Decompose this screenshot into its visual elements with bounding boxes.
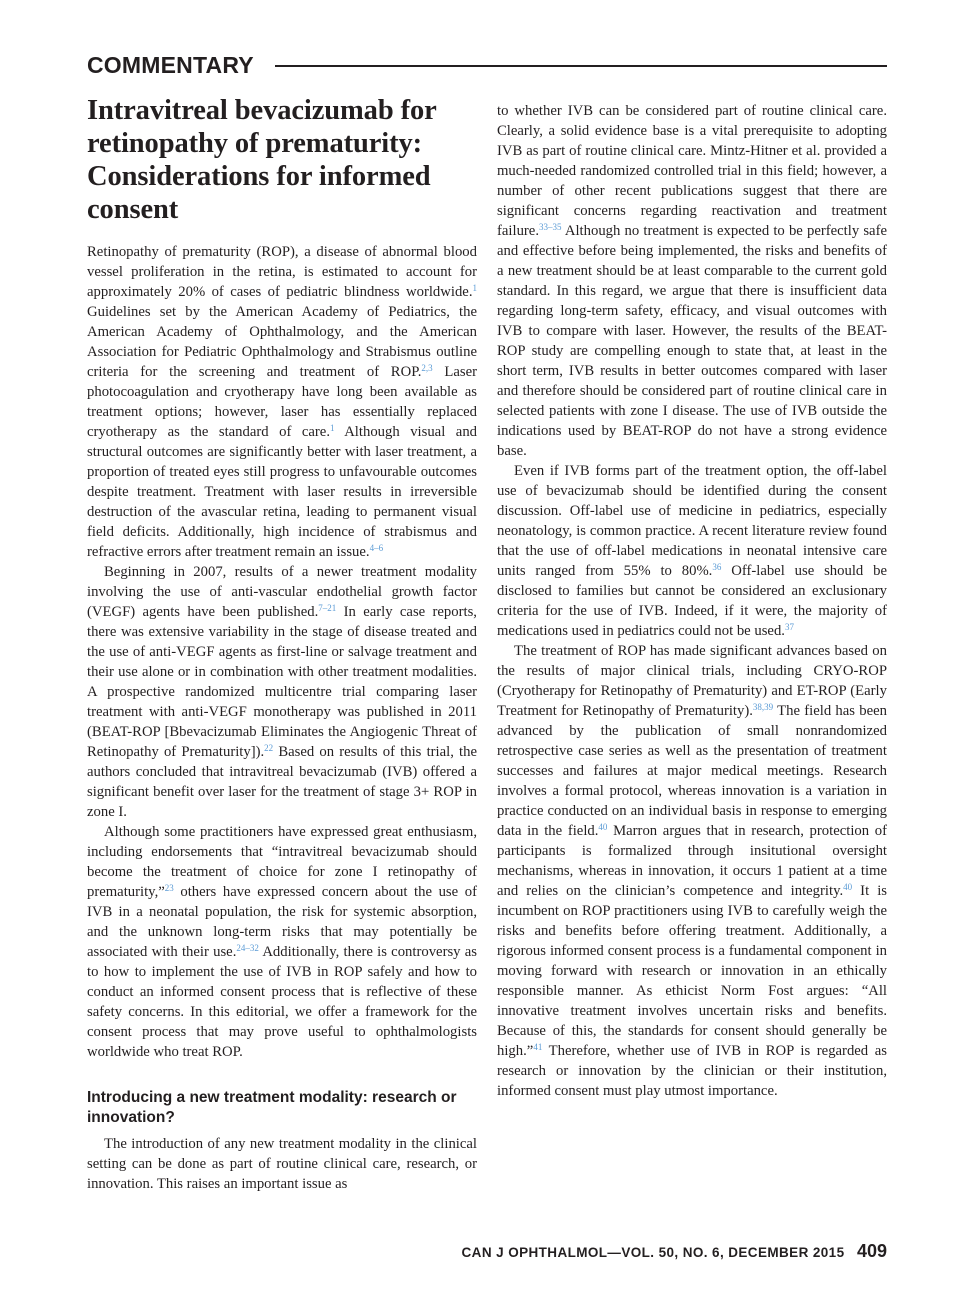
page-footer — [420, 1241, 887, 1267]
body-paragraph — [87, 822, 477, 1062]
left-column — [87, 94, 477, 1194]
text-segment: others have expressed concern about the use of IVB in a neonatal population, the risk for systemic absorption, and the unknown long-term risks that may potentially be associated with their use. — [87, 884, 477, 960]
citation-reference[interactable]: 41 — [533, 1042, 543, 1052]
journal-citation: CAN J OPHTHALMOL—VOL. 50, NO. 6, DECEMBER 2015 — [461, 1245, 845, 1260]
text-segment: Beginning in 2007, results of a newer treatment modality involving the use of anti-vascular endothelial growth factor (VEGF) agents have been published. — [87, 564, 477, 620]
citation-reference[interactable]: 1 — [330, 423, 335, 433]
text-segment: The treatment of ROP has made significant advances based on the results of major clinical trials, including CRYO-ROP (Cryotherapy for Retinopathy of Prematurity) and ET-ROP (Early Treatment for Retinopathy of Prematurity). — [497, 643, 887, 719]
text-segment: Retinopathy of prematurity (ROP), a disease of abnormal blood vessel proliferation in the retina, is estimated to account for approximately 20% of cases of pediatric blindness worldwide. — [87, 244, 477, 300]
text-segment: In early case reports, there was extensive variability in the stage of disease treated and the use of anti-VEGF agents as first-line or salvage treatment and their use alone or in combination with other treatment modalities. A prospective randomized multicentre trial comparing laser treatment with anti-VEGF monotherapy was published in 2011 (BEAT-ROP [Bbevacizumab Eliminates the Angiogenic Threat of Retinopathy of Prematurity]). — [87, 604, 477, 760]
citation-reference[interactable]: 40 — [843, 882, 853, 892]
text-segment: Guidelines set by the American Academy of Pediatrics, the American Academy of Ophthalmology, and the American Association for Pediatric Ophthalmology and Strabismus outline criteria for the screening and treatment of ROP. — [87, 304, 477, 380]
section-header — [87, 52, 887, 80]
citation-reference[interactable]: 24–32 — [236, 943, 259, 953]
body-paragraph — [87, 1134, 477, 1194]
body-paragraph — [87, 562, 477, 822]
body-paragraph — [497, 641, 887, 1101]
text-segment: Based on results of this trial, the authors concluded that intravitreal bevacizumab (IVB) offered a significant benefit over laser for the treatment of stage 3+ ROP in zone I. — [87, 744, 478, 820]
text-segment: The introduction of any new treatment modality in the clinical setting can be done as part of routine clinical care, research, or innovation. This raises an important issue as — [87, 1136, 477, 1192]
page-number: 409 — [856, 1241, 887, 1261]
section-heading: Introducing a new treatment modality: research or innovation? — [87, 1089, 457, 1126]
text-segment: Although no treatment is expected to be perfectly safe and effective before being implemented, the risks and benefits of a new treatment should be at least comparable to the current gold standard. In this regard, we argue that there is insufficient data regarding long-term safety, efficacy, and visual outcomes with IVB to compare with laser. However, the results of the BEAT-ROP study are compelling enough to state that, at least in the short term, IVB results in better outcomes compared with laser and therefore should be considered part of routine clinical care in selected patients with zone I disease. The use of IVB outside the indications used by BEAT-ROP do not have a strong evidence base. — [497, 223, 887, 459]
citation-reference[interactable]: 4–6 — [369, 543, 384, 553]
citation-reference[interactable]: 2,3 — [421, 363, 433, 373]
text-segment: It is incumbent on ROP practitioners using IVB to carefully weigh the risks and benefits before offering treatment. Additionally, a rigorous informed consent process is a fundamental component in moving forward with research or innovation in an ethically responsible manner. As ethicist Norm Fost argues: “All innovative treatment involves uncertain risks and benefits. Because of this, the standards for consent should generally be high.” — [497, 883, 887, 1059]
text-segment: Therefore, whether use of IVB in ROP is regarded as research or innovation by the clinician or their institution, informed consent must play utmost importance. — [497, 1043, 887, 1099]
body-paragraph — [497, 101, 887, 461]
right-column — [497, 101, 887, 1101]
text-segment: Marron argues that in research, protection of participants is formalized through insitutional oversight mechanisms, whereas in innovation, it occurs 1 patient at a time and relies on the clinician’s competence and integrity. — [497, 823, 888, 899]
text-segment: to whether IVB can be considered part of routine clinical care. Clearly, a solid evidence base is a vital prerequisite to adopting IVB as part of routine clinical care. Mintz-Hitner et al. provided a much-needed randomized controlled trial in this field; however, a number of other recent publications suggest that there are significant concerns regarding reactivation and treatment failure. — [497, 103, 887, 239]
citation-reference[interactable]: 36 — [712, 562, 722, 572]
section-label: COMMENTARY — [87, 52, 254, 78]
citation-reference[interactable]: 38,39 — [752, 702, 774, 712]
article-title: Intravitreal bevacizumab for retinopathy of prematurity: Considerations for informed consent — [87, 95, 437, 225]
text-segment: Additionally, there is controversy as to how to implement the use of IVB in ROP safely and how to conduct an informed consent process that is reflective of these safety concerns. In this editorial, we offer a framework for the consent process that may prove useful to ophthalmologists worldwide who treat ROP. — [87, 944, 478, 1060]
header-rule — [275, 65, 887, 67]
text-segment: Laser photocoagulation and cryotherapy have long been available as treatment options; however, laser has essentially replaced cryotherapy as the standard of care. — [87, 364, 477, 440]
text-segment: Although visual and structural outcomes are significantly better with laser treatment, a proportion of treated eyes still progress to unfavourable outcomes despite treatment. Treatment with laser results in irreversible destruction of the avascular retina, leading to permanent visual field deficits. Additionally, high incidence of strabismus and refractive errors after treatment remain an issue. — [87, 424, 478, 560]
citation-reference[interactable]: 37 — [784, 622, 794, 632]
citation-reference[interactable]: 7–21 — [318, 603, 337, 613]
body-paragraph — [497, 461, 887, 641]
text-segment: Although some practitioners have expressed great enthusiasm, including endorsements that “intravitreal bevacizumab should become the treatment of choice for zone I retinopathy of prematurity,” — [87, 824, 477, 900]
citation-reference[interactable]: 33–35 — [539, 222, 562, 232]
citation-reference[interactable]: 23 — [164, 883, 174, 893]
body-paragraph — [87, 242, 477, 562]
text-segment: Even if IVB forms part of the treatment option, the off-label use of bevacizumab should be identified during the consent discussion. Off-label use of medicine in pediatrics, especially neonatology, is common practice. A recent literature review found that the use of off-label medications in neonatal intensive care units ranged from 55% to 80%. — [497, 463, 887, 579]
text-segment: The field has been advanced by the publication of small nonrandomized retrospective case series as well as the presentation of treatment successes and failures at major medical meetings. Research involves a formal protocol, whereas innovation is a variation in practice conducted on an individual basis in response to emerging data in the field. — [497, 703, 887, 839]
citation-reference[interactable]: 40 — [598, 822, 608, 832]
text-segment: Off-label use should be disclosed to families but cannot be considered an exclusionary criteria for the use of IVB. Indeed, if it were, the majority of medications used in pediatrics could not be used. — [497, 563, 887, 639]
citation-reference[interactable]: 1 — [472, 283, 477, 293]
citation-reference[interactable]: 22 — [264, 743, 274, 753]
